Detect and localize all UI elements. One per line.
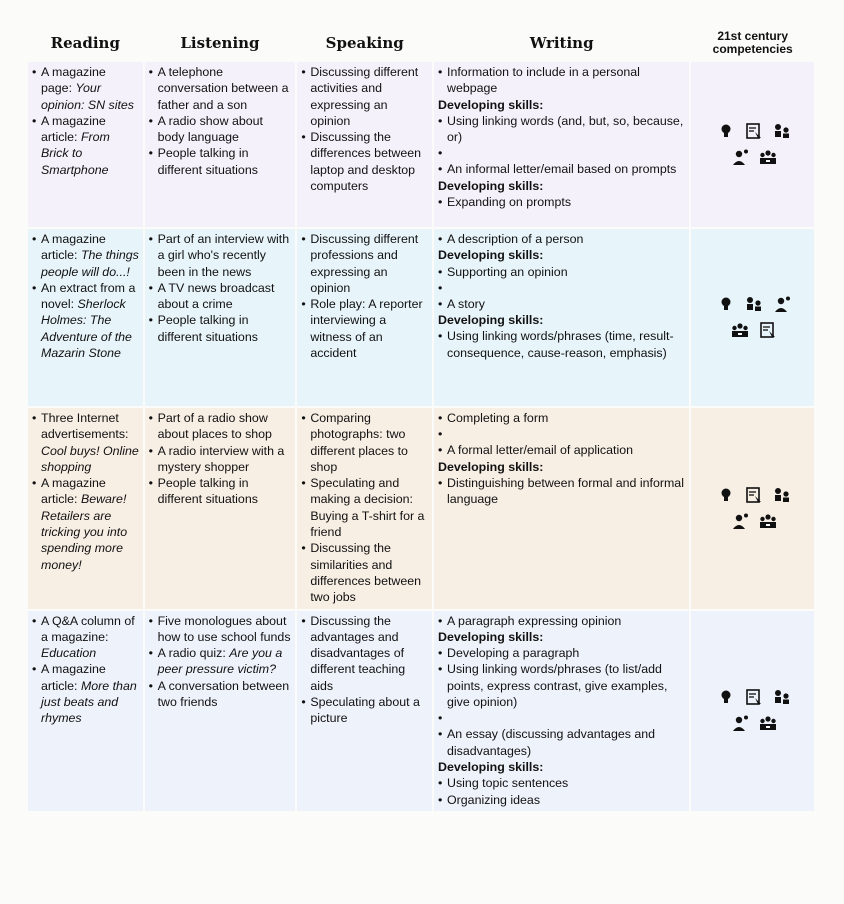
listening-item xyxy=(149,410,293,443)
writing-item: • Using linking words/phrases (to list/add points, express contrast, give examples, give opinion) xyxy=(438,661,686,710)
writing-item: • A formal letter/email of application xyxy=(438,442,686,458)
header-listening: Listening xyxy=(180,34,260,52)
reading-item xyxy=(32,231,140,280)
reading-cell xyxy=(28,408,143,611)
listening-item xyxy=(149,613,293,646)
developing-skills-label: Developing skills: xyxy=(438,459,544,474)
writing-item: • Organizing ideas xyxy=(438,792,686,808)
writing-item: • A paragraph expressing opinion xyxy=(438,613,686,629)
lightbulb-icon xyxy=(716,688,736,706)
reading-title: More than just beats and rhymes xyxy=(41,678,137,726)
document-icon xyxy=(758,321,778,339)
reading-item xyxy=(32,280,140,361)
listening-lead: A radio interview with a mystery shopper xyxy=(157,443,285,474)
speaking-item: • Discussing the advantages and disadvantages of different teaching aids xyxy=(301,613,429,694)
reading-lead: Three Internet advertisements: xyxy=(41,411,129,442)
listening-item xyxy=(149,443,293,476)
syllabus-table xyxy=(26,22,816,813)
speaking-item: • Discussing different professions and expressing an opinion xyxy=(301,231,429,296)
writing-item: • An essay (discussing advantages and disadvantages) xyxy=(438,726,686,759)
writing-cell xyxy=(434,229,689,408)
listening-lead: People talking in different situations xyxy=(157,313,258,344)
writing-item: • Completing a form xyxy=(438,410,686,426)
speaking-item: • Comparing photographs: two different places to shop xyxy=(301,410,429,475)
writing-item: • Information to include in a personal webpage xyxy=(438,64,686,97)
spacer xyxy=(438,426,686,442)
writing-item: • Developing a paragraph xyxy=(438,645,686,661)
writing-item: • Distinguishing between formal and informal language xyxy=(438,475,686,508)
speaking-item: • Role play: A reporter interviewing a witness of an accident xyxy=(301,296,429,361)
listening-cell xyxy=(145,611,296,813)
group-icon xyxy=(758,512,778,530)
developing-skills-label: Developing skills: xyxy=(438,759,544,774)
person-icon xyxy=(730,512,750,530)
listening-lead: A telephone conversation between a father and a son xyxy=(157,65,289,112)
developing-skills-label: Developing skills: xyxy=(438,629,544,644)
unit-row xyxy=(28,62,814,229)
reading-item xyxy=(32,410,140,475)
reading-lead: A magazine page: xyxy=(41,65,106,96)
listening-item xyxy=(149,475,293,508)
listening-item xyxy=(149,678,293,711)
header-speaking: Speaking xyxy=(325,34,404,52)
reading-item xyxy=(32,475,140,573)
writing-item: • Using linking words/phrases (time, result-consequence, cause-reason, emphasis) xyxy=(438,328,686,361)
competencies-cell xyxy=(691,229,814,408)
writing-cell xyxy=(434,408,689,611)
unit-row xyxy=(28,408,814,611)
document-icon xyxy=(744,688,764,706)
writing-cell xyxy=(434,611,689,813)
listening-lead: Part of an interview with a girl who's recently been in the news xyxy=(157,232,290,279)
reading-title: Education xyxy=(41,646,97,661)
lightbulb-icon xyxy=(716,295,736,313)
developing-skills-label: Developing skills: xyxy=(438,313,544,328)
speaking-cell xyxy=(297,229,432,408)
developing-skills-label: Developing skills: xyxy=(438,97,544,112)
person-icon xyxy=(772,295,792,313)
writing-item: • A story xyxy=(438,296,686,312)
writing-item: • An informal letter/email based on prompts xyxy=(438,161,686,177)
speaking-item: • Speculating and making a decision: Buying a T-shirt for a friend xyxy=(301,475,429,540)
reading-cell xyxy=(28,611,143,813)
listening-lead: People talking in different situations xyxy=(157,476,258,507)
lightbulb-icon xyxy=(716,122,736,140)
reading-lead: A Q&A column of a magazine: xyxy=(41,613,135,644)
reading-lead: A magazine article: xyxy=(41,476,106,507)
competencies-cell xyxy=(691,611,814,813)
document-icon xyxy=(744,122,764,140)
writing-item: • Expanding on prompts xyxy=(438,194,686,210)
header-competencies: 21st century competencies xyxy=(712,29,793,56)
lightbulb-icon xyxy=(716,486,736,504)
reading-item xyxy=(32,64,140,113)
reading-title: Cool buys! Online shopping xyxy=(41,443,139,474)
spacer xyxy=(438,145,686,161)
listening-title: Are you a peer pressure victim? xyxy=(157,646,283,677)
person-icon xyxy=(730,714,750,732)
competencies-cell xyxy=(691,408,814,611)
listening-lead: A radio show about body language xyxy=(157,113,263,145)
listening-cell xyxy=(145,62,296,229)
reading-cell xyxy=(28,62,143,229)
listening-lead: A conversation between two friends xyxy=(157,678,290,710)
listening-lead: A radio quiz: xyxy=(157,646,230,661)
speaking-item: • Speculating about a picture xyxy=(301,694,429,727)
listening-lead: Five monologues about how to use school funds xyxy=(157,613,291,644)
unit-row xyxy=(28,611,814,813)
reading-item xyxy=(32,113,140,178)
people-icon xyxy=(744,295,764,313)
speaking-cell xyxy=(297,408,432,611)
reading-lead: A magazine article: xyxy=(41,662,106,693)
group-icon xyxy=(758,148,778,166)
people-icon xyxy=(772,122,792,140)
listening-item xyxy=(149,312,293,345)
header-reading: Reading xyxy=(50,34,120,52)
reading-title: Beware! Retailers are tricking you into spending more money! xyxy=(41,492,128,572)
writing-item: • Supporting an opinion xyxy=(438,264,686,280)
listening-item xyxy=(149,145,293,178)
reading-title: Sherlock Holmes: The Adventure of the Mazarin Stone xyxy=(41,297,132,361)
speaking-cell xyxy=(297,62,432,229)
document-icon xyxy=(744,486,764,504)
reading-lead: An extract from a novel: xyxy=(41,280,136,312)
person-icon xyxy=(730,148,750,166)
listening-cell xyxy=(145,408,296,611)
spacer xyxy=(438,710,686,726)
speaking-item: • Discussing the differences between laptop and desktop computers xyxy=(301,129,429,194)
reading-item xyxy=(32,661,140,726)
developing-skills-label: Developing skills: xyxy=(438,248,544,263)
competencies-cell xyxy=(691,62,814,229)
listening-lead: People talking in different situations xyxy=(157,146,258,177)
listening-item xyxy=(149,280,293,313)
writing-cell xyxy=(434,62,689,229)
reading-title: From Brick to Smartphone xyxy=(41,130,110,177)
speaking-cell xyxy=(297,611,432,813)
listening-item xyxy=(149,113,293,146)
listening-lead: A TV news broadcast about a crime xyxy=(157,280,275,312)
reading-cell xyxy=(28,229,143,408)
writing-item: • A description of a person xyxy=(438,231,686,247)
writing-item: • Using topic sentences xyxy=(438,775,686,791)
reading-title: Your opinion: SN sites xyxy=(41,81,134,112)
speaking-item: • Discussing different activities and expressing an opinion xyxy=(301,64,429,129)
reading-title: The things people will do...! xyxy=(41,248,139,279)
speaking-item: • Discussing the similarities and differences between two jobs xyxy=(301,540,429,605)
listening-item xyxy=(149,231,293,280)
people-icon xyxy=(772,688,792,706)
group-icon xyxy=(758,714,778,732)
header-writing: Writing xyxy=(529,34,594,52)
listening-item xyxy=(149,64,293,113)
spacer xyxy=(438,280,686,296)
reading-lead: A magazine article: xyxy=(41,232,106,263)
listening-item xyxy=(149,645,293,678)
developing-skills-label: Developing skills: xyxy=(438,178,544,193)
listening-lead: Part of a radio show about places to shop xyxy=(157,411,272,442)
reading-item xyxy=(32,613,140,662)
people-icon xyxy=(772,486,792,504)
unit-row xyxy=(28,229,814,408)
writing-item: • Using linking words (and, but, so, because, or) xyxy=(438,113,686,146)
listening-cell xyxy=(145,229,296,408)
group-icon xyxy=(730,321,750,339)
reading-lead: A magazine article: xyxy=(41,113,106,145)
